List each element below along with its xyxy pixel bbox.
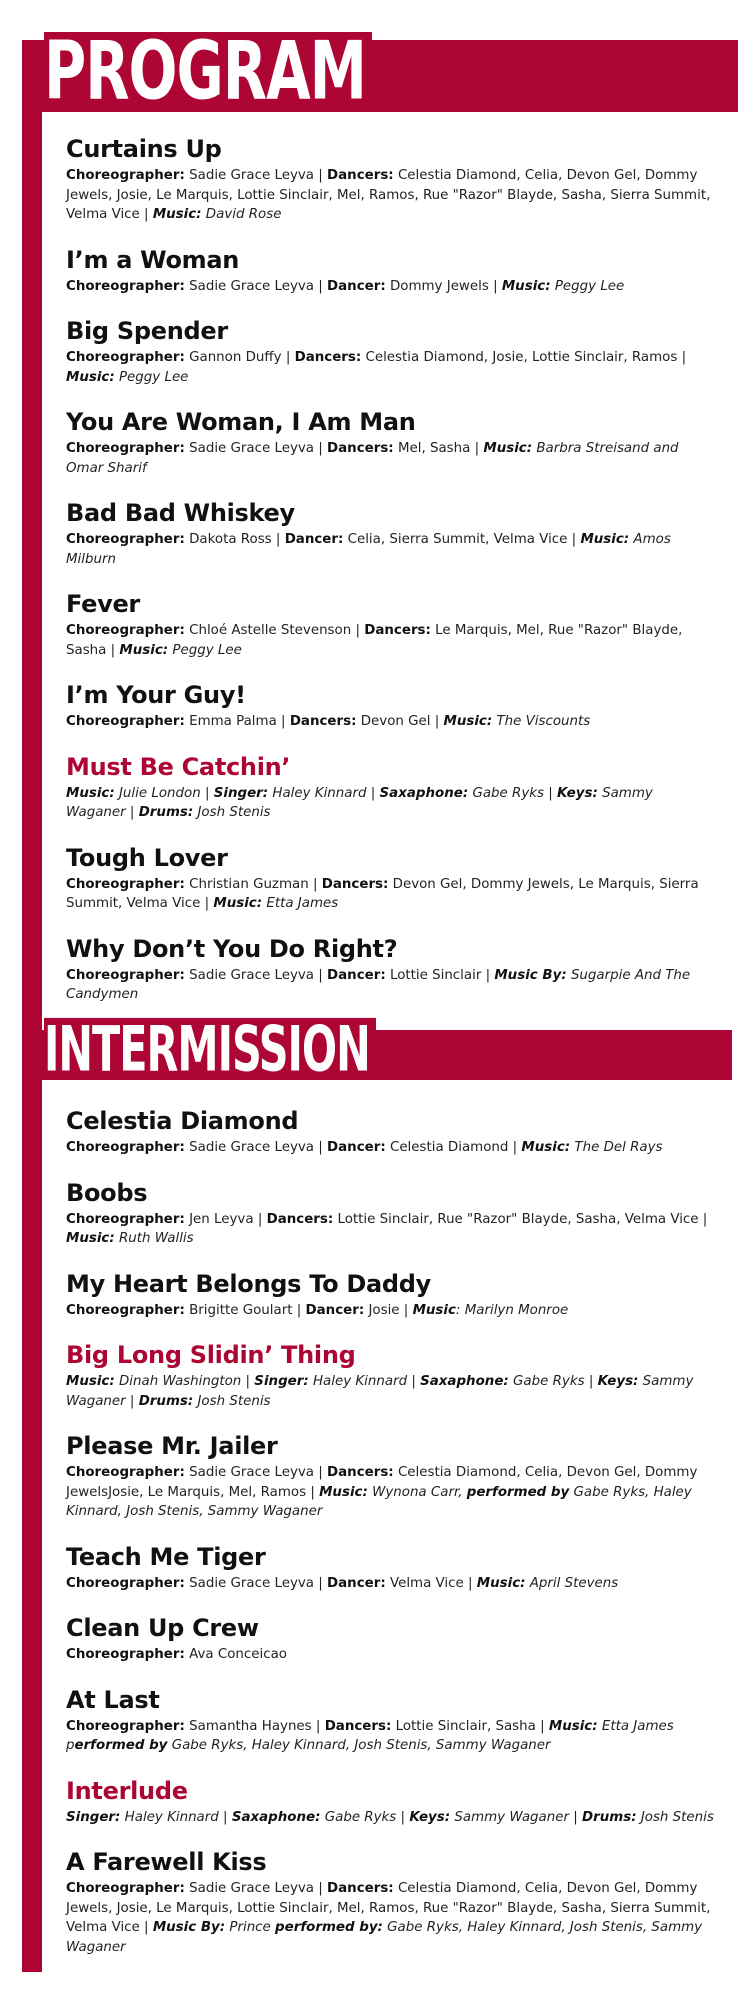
choreographer-value: Sadie Grace Leyva <box>189 278 314 294</box>
drums-label: Drums: <box>138 805 194 820</box>
act-credits <box>66 875 716 914</box>
act-credits <box>66 1463 716 1522</box>
performed-by-prefix: p <box>66 1738 75 1753</box>
performed-by-label: performed by: <box>275 1920 383 1935</box>
music-value: Peggy Lee <box>554 278 625 294</box>
singer-label: Singer: <box>213 785 269 801</box>
dancer-label: Dancer: <box>327 278 386 294</box>
act-please-mr-jailer <box>66 1431 716 1522</box>
separator: | <box>106 642 120 658</box>
singer-label: Singer: <box>254 1374 309 1389</box>
act-title: Celestia Diamond <box>66 1107 299 1135</box>
dancers-value: Le Marquis, Mel, Rue "Razor" Blayde, Sasha <box>66 623 683 658</box>
choreographer-value: Sadie Grace Leyva <box>189 967 314 983</box>
act-must-be-catchin <box>66 752 716 823</box>
act-credits <box>66 348 716 387</box>
act-title: Teach Me Tiger <box>66 1542 266 1571</box>
music-value: David Rose <box>205 207 282 222</box>
act-why-dont-you-do-right <box>66 934 716 1005</box>
singer-value: Haley Kinnard <box>312 1374 408 1389</box>
keys-label: Keys: <box>557 785 598 801</box>
separator: | <box>488 278 502 294</box>
act-a-farewell-kiss <box>66 1847 716 1957</box>
choreographer-value: Chloé Astelle Stevenson <box>189 623 352 638</box>
music-label: Music: <box>66 1231 115 1246</box>
act-title: Big Spender <box>66 317 228 345</box>
dancers-label: Dancers: <box>364 623 431 638</box>
choreographer-value: Samantha Haynes <box>189 1718 312 1734</box>
separator: | <box>698 1211 708 1227</box>
drums-value: Josh Stenis <box>640 1809 714 1825</box>
program-list-part-2 <box>66 1106 716 1977</box>
dancers-label: Dancers: <box>324 1718 392 1734</box>
act-title: I’m a Woman <box>66 245 240 274</box>
act-credits <box>66 1138 716 1158</box>
choreographer-label: Choreographer: <box>66 1647 185 1662</box>
dancers-label: Dancers: <box>327 441 394 456</box>
music-label: Music: <box>213 896 263 911</box>
dancers-label: Dancers: <box>294 350 362 365</box>
dancers-value: Celestia Diamond, Celia, Devon Gel, Dommy JewelsJosie, Le Marquis, Mel, Ramos <box>66 1465 698 1500</box>
choreographer-value: Sadie Grace Leyva <box>189 441 314 456</box>
choreographer-label: Choreographer: <box>66 1211 185 1227</box>
separator: | <box>568 1809 583 1825</box>
act-credits <box>66 784 716 823</box>
separator: | <box>253 1211 267 1227</box>
choreographer-label: Choreographer: <box>66 168 185 183</box>
performed-by-value: Gabe Ryks, Haley Kinnard, Josh Stenis, Sammy Waganer <box>171 1738 551 1753</box>
act-credits <box>66 439 716 478</box>
music-by-value: Prince <box>229 1920 271 1935</box>
keys-value: Sammy Waganer <box>454 1809 569 1825</box>
choreographer-value: Ava Conceicao <box>189 1647 287 1662</box>
choreographer-value: Sadie Grace Leyva <box>189 1575 314 1591</box>
separator: | <box>314 441 328 456</box>
dancers-label: Dancers: <box>327 1465 394 1480</box>
choreographer-label: Choreographer: <box>66 1465 185 1480</box>
dancers-label: Dancers: <box>289 714 357 729</box>
music-value: Etta James <box>266 896 339 911</box>
choreographer-value: Brigitte Goulart <box>189 1302 293 1318</box>
act-celestia-diamond <box>66 1106 716 1158</box>
keys-label: Keys: <box>597 1374 639 1389</box>
act-credits <box>66 712 716 732</box>
music-value: Peggy Lee <box>118 369 189 385</box>
act-title-featured: Must Be Catchin’ <box>66 752 291 781</box>
drums-label: Drums: <box>582 1809 637 1825</box>
singer-value: Haley Kinnard <box>272 785 367 801</box>
dancer-label: Dancer: <box>284 532 344 547</box>
separator: | <box>292 1302 306 1318</box>
separator: | <box>218 1809 232 1825</box>
music-value: Ruth Wallis <box>118 1231 194 1246</box>
separator: | <box>463 1575 477 1591</box>
program-heading: PROGRAM <box>44 32 372 112</box>
music-value: Peggy Lee <box>172 642 242 658</box>
saxophone-label: Saxaphone: <box>420 1374 509 1389</box>
separator: | <box>407 1374 421 1389</box>
separator: | <box>241 1374 255 1389</box>
choreographer-label: Choreographer: <box>66 532 185 547</box>
dancers-value: Celestia Diamond, Celia, Devon Gel, Dommy Jewels, Josie, Le Marquis, Lottie Sinclair, Mel, Ramos, Rue "Razor" Blayde, Sasha, Sierra Summit, Velma Vice <box>66 168 711 222</box>
choreographer-value: Gannon Duffy <box>189 350 282 365</box>
act-title: Bad Bad Whiskey <box>66 499 295 527</box>
choreographer-value: Sadie Grace Leyva <box>189 1140 314 1155</box>
choreographer-label: Choreographer: <box>66 1140 185 1155</box>
choreographer-label: Choreographer: <box>66 967 185 983</box>
act-credits <box>66 1574 716 1594</box>
music-label: Music: <box>580 532 630 547</box>
saxophone-label: Saxaphone: <box>231 1809 321 1825</box>
act-credits <box>66 1717 716 1756</box>
dancers-value: Devon Gel <box>360 714 431 729</box>
dancer-value: Dommy Jewels <box>389 278 489 294</box>
dancers-label: Dancers: <box>327 168 394 183</box>
dancers-value: Lottie Sinclair, Sasha <box>395 1718 536 1734</box>
choreographer-value: Emma Palma <box>189 714 277 729</box>
music-value: Dinah Washington <box>118 1374 242 1389</box>
separator: | <box>314 967 328 983</box>
separator: | <box>481 967 495 983</box>
choreographer-label: Choreographer: <box>66 1302 185 1318</box>
music-value: The Viscounts <box>496 714 591 729</box>
act-at-last <box>66 1685 716 1756</box>
keys-value: Sammy Waganer <box>66 785 653 820</box>
act-credits <box>66 966 716 1005</box>
separator: | <box>314 1575 328 1591</box>
singer-value: Haley Kinnard <box>124 1809 219 1825</box>
choreographer-value: Jen Leyva <box>189 1211 254 1227</box>
act-interlude <box>66 1776 716 1828</box>
act-credits <box>66 1879 716 1957</box>
music-value: Barbra Streisand and Omar Sharif <box>66 441 679 476</box>
music-by-label: Music By: <box>494 967 567 983</box>
act-big-long-slidin-thing <box>66 1340 716 1411</box>
separator: | <box>125 1393 139 1409</box>
separator: | <box>276 714 290 729</box>
program-banner <box>42 25 738 119</box>
separator: | <box>314 1881 328 1896</box>
dancer-value: Josie <box>368 1302 400 1318</box>
separator: | <box>366 785 380 801</box>
separator: | <box>200 785 214 801</box>
act-title: Tough Lover <box>66 843 228 872</box>
dancers-value: Celestia Diamond, Josie, Lottie Sinclair, Ramos <box>365 350 678 365</box>
act-credits <box>66 621 716 660</box>
music-value: Etta James <box>601 1718 674 1734</box>
separator: | <box>306 1484 320 1500</box>
choreographer-label: Choreographer: <box>66 714 185 729</box>
music-value: April Stevens <box>529 1575 619 1591</box>
dancer-label: Dancer: <box>327 1575 386 1591</box>
keys-label: Keys: <box>409 1809 451 1825</box>
performed-by-value: Gabe Ryks, Haley Kinnard, Josh Stenis, Sammy Waganer <box>66 1920 703 1955</box>
music-label: Music: <box>443 714 493 729</box>
performed-by-value: Gabe Ryks, Haley Kinnard, Josh Stenis, Sammy Waganer <box>66 1484 692 1519</box>
act-you-are-woman <box>66 407 716 478</box>
act-title: A Farewell Kiss <box>66 1848 267 1876</box>
act-title: Why Don’t You Do Right? <box>66 934 398 963</box>
act-title: Boobs <box>66 1178 148 1207</box>
left-accent-bar <box>22 40 42 1972</box>
act-boobs <box>66 1178 716 1249</box>
choreographer-label: Choreographer: <box>66 441 185 456</box>
choreographer-value: Sadie Grace Leyva <box>189 1465 314 1480</box>
music-label: Music: <box>319 1484 368 1500</box>
dancer-value: Celestia Diamond <box>389 1140 509 1155</box>
saxophone-value: Gabe Ryks <box>513 1374 585 1389</box>
act-im-a-woman <box>66 245 716 297</box>
separator: | <box>200 896 214 911</box>
act-credits <box>66 277 716 297</box>
dancers-label: Dancers: <box>266 1211 334 1227</box>
act-title: You Are Woman, I Am Man <box>66 408 416 436</box>
separator: | <box>430 714 444 729</box>
separator: | <box>399 1302 413 1318</box>
singer-label: Singer: <box>66 1809 121 1825</box>
separator: | <box>314 278 328 294</box>
music-value: Wynona Carr, <box>372 1484 463 1500</box>
music-label: Music: <box>521 1140 571 1155</box>
program-list-part-1 <box>66 134 716 1025</box>
act-teach-me-tiger <box>66 1542 716 1594</box>
act-big-spender <box>66 316 716 387</box>
music-value: Marilyn Monroe <box>464 1302 569 1318</box>
saxophone-value: Gabe Ryks <box>472 785 544 801</box>
drums-value: Josh Stenis <box>197 1393 271 1409</box>
act-title: Please Mr. Jailer <box>66 1432 278 1460</box>
act-credits <box>66 1372 716 1411</box>
separator: | <box>314 1140 328 1155</box>
act-tough-lover <box>66 843 716 914</box>
act-title: My Heart Belongs To Daddy <box>66 1269 431 1298</box>
choreographer-label: Choreographer: <box>66 278 185 294</box>
act-title: Curtains Up <box>66 135 222 163</box>
act-bad-bad-whiskey <box>66 498 716 569</box>
separator: | <box>584 1374 598 1389</box>
performed-by-label: erformed by <box>74 1738 168 1753</box>
saxophone-value: Gabe Ryks <box>324 1809 397 1825</box>
dancer-label: Dancer: <box>327 967 386 983</box>
act-credits <box>66 1808 716 1828</box>
music-value: Amos Milburn <box>66 532 671 567</box>
separator: | <box>125 805 139 820</box>
music-label: Music: <box>476 1575 526 1591</box>
dancers-value: Mel, Sasha <box>397 441 471 456</box>
dancer-label: Dancer: <box>327 1140 386 1155</box>
intermission-heading: INTERMISSION <box>44 1018 376 1080</box>
dancers-value: Devon Gel, Dommy Jewels, Le Marquis, Sierra Summit, Velma Vice <box>66 876 699 911</box>
dancers-label: Dancers: <box>327 1881 394 1896</box>
music-label: Music <box>412 1302 456 1318</box>
music-value: The Del Rays <box>574 1140 663 1155</box>
music-label: Music: <box>548 1718 598 1734</box>
act-fever <box>66 589 716 660</box>
separator: | <box>508 1140 522 1155</box>
act-im-your-guy <box>66 680 716 732</box>
music-label: Music: <box>66 1374 115 1389</box>
choreographer-value: Christian Guzman <box>189 876 309 892</box>
act-title-featured: Big Long Slidin’ Thing <box>66 1341 356 1369</box>
choreographer-label: Choreographer: <box>66 1718 185 1734</box>
separator: | <box>314 1465 328 1480</box>
separator: | <box>314 168 328 183</box>
music-label: Music: <box>66 369 115 385</box>
act-my-heart-belongs-to-daddy <box>66 1269 716 1321</box>
act-title: I’m Your Guy! <box>66 681 246 709</box>
music-by-value: Sugarpie And The Candymen <box>66 967 691 1002</box>
separator: | <box>139 1920 153 1935</box>
choreographer-label: Choreographer: <box>66 350 185 365</box>
music-label: Music: <box>119 642 169 658</box>
choreographer-value: Sadie Grace Leyva <box>189 1881 314 1896</box>
separator: | <box>396 1809 410 1825</box>
act-credits <box>66 166 716 225</box>
choreographer-value: Sadie Grace Leyva <box>189 168 314 183</box>
dancer-label: Dancer: <box>305 1302 365 1318</box>
music-label: Music: <box>152 207 202 222</box>
saxophone-label: Saxaphone: <box>379 785 469 801</box>
act-credits <box>66 1210 716 1249</box>
choreographer-label: Choreographer: <box>66 1881 185 1896</box>
separator: | <box>544 785 558 801</box>
choreographer-label: Choreographer: <box>66 876 185 892</box>
choreographer-label: Choreographer: <box>66 623 185 638</box>
separator: | <box>271 532 285 547</box>
separator: | <box>351 623 365 638</box>
act-clean-up-crew <box>66 1613 716 1665</box>
performed-by-label: performed by <box>466 1484 570 1500</box>
choreographer-label: Choreographer: <box>66 1575 185 1591</box>
dancers-value: Lottie Sinclair, Rue "Razor" Blayde, Sasha, Velma Vice <box>337 1211 699 1227</box>
separator: | <box>567 532 581 547</box>
keys-value: Sammy Waganer <box>66 1374 694 1409</box>
music-by-label: Music By: <box>152 1920 226 1935</box>
drums-label: Drums: <box>138 1393 194 1409</box>
dancer-value: Velma Vice <box>389 1575 464 1591</box>
act-title: At Last <box>66 1685 160 1714</box>
act-credits <box>66 1645 716 1665</box>
choreographer-value: Dakota Ross <box>189 532 272 547</box>
act-title: Clean Up Crew <box>66 1614 259 1642</box>
act-curtains-up <box>66 134 716 225</box>
separator: | <box>470 441 484 456</box>
act-credits <box>66 530 716 569</box>
dancer-value: Celia, Sierra Summit, Velma Vice <box>347 532 568 547</box>
separator: | <box>139 207 153 222</box>
separator: | <box>308 876 322 892</box>
music-value: Julie London <box>118 785 201 801</box>
music-label: Music: <box>483 441 533 456</box>
colon: : <box>455 1302 461 1318</box>
music-label: Music: <box>501 278 551 294</box>
separator: | <box>677 350 687 365</box>
dancers-value: Celestia Diamond, Celia, Devon Gel, Dommy Jewels, Josie, Le Marquis, Lottie Sinclair, Mel, Ramos, Rue "Razor" Blayde, Sasha, Sierra Summit, Velma Vice <box>66 1881 711 1935</box>
intermission-banner <box>42 1012 732 1086</box>
separator: | <box>535 1718 549 1734</box>
separator: | <box>281 350 295 365</box>
drums-value: Josh Stenis <box>197 805 271 820</box>
separator: | <box>311 1718 325 1734</box>
dancer-value: Lottie Sinclair <box>389 967 482 983</box>
act-title-featured: Interlude <box>66 1776 188 1805</box>
music-label: Music: <box>66 785 115 801</box>
dancers-label: Dancers: <box>321 876 389 892</box>
act-credits <box>66 1301 716 1321</box>
act-title: Fever <box>66 590 140 618</box>
